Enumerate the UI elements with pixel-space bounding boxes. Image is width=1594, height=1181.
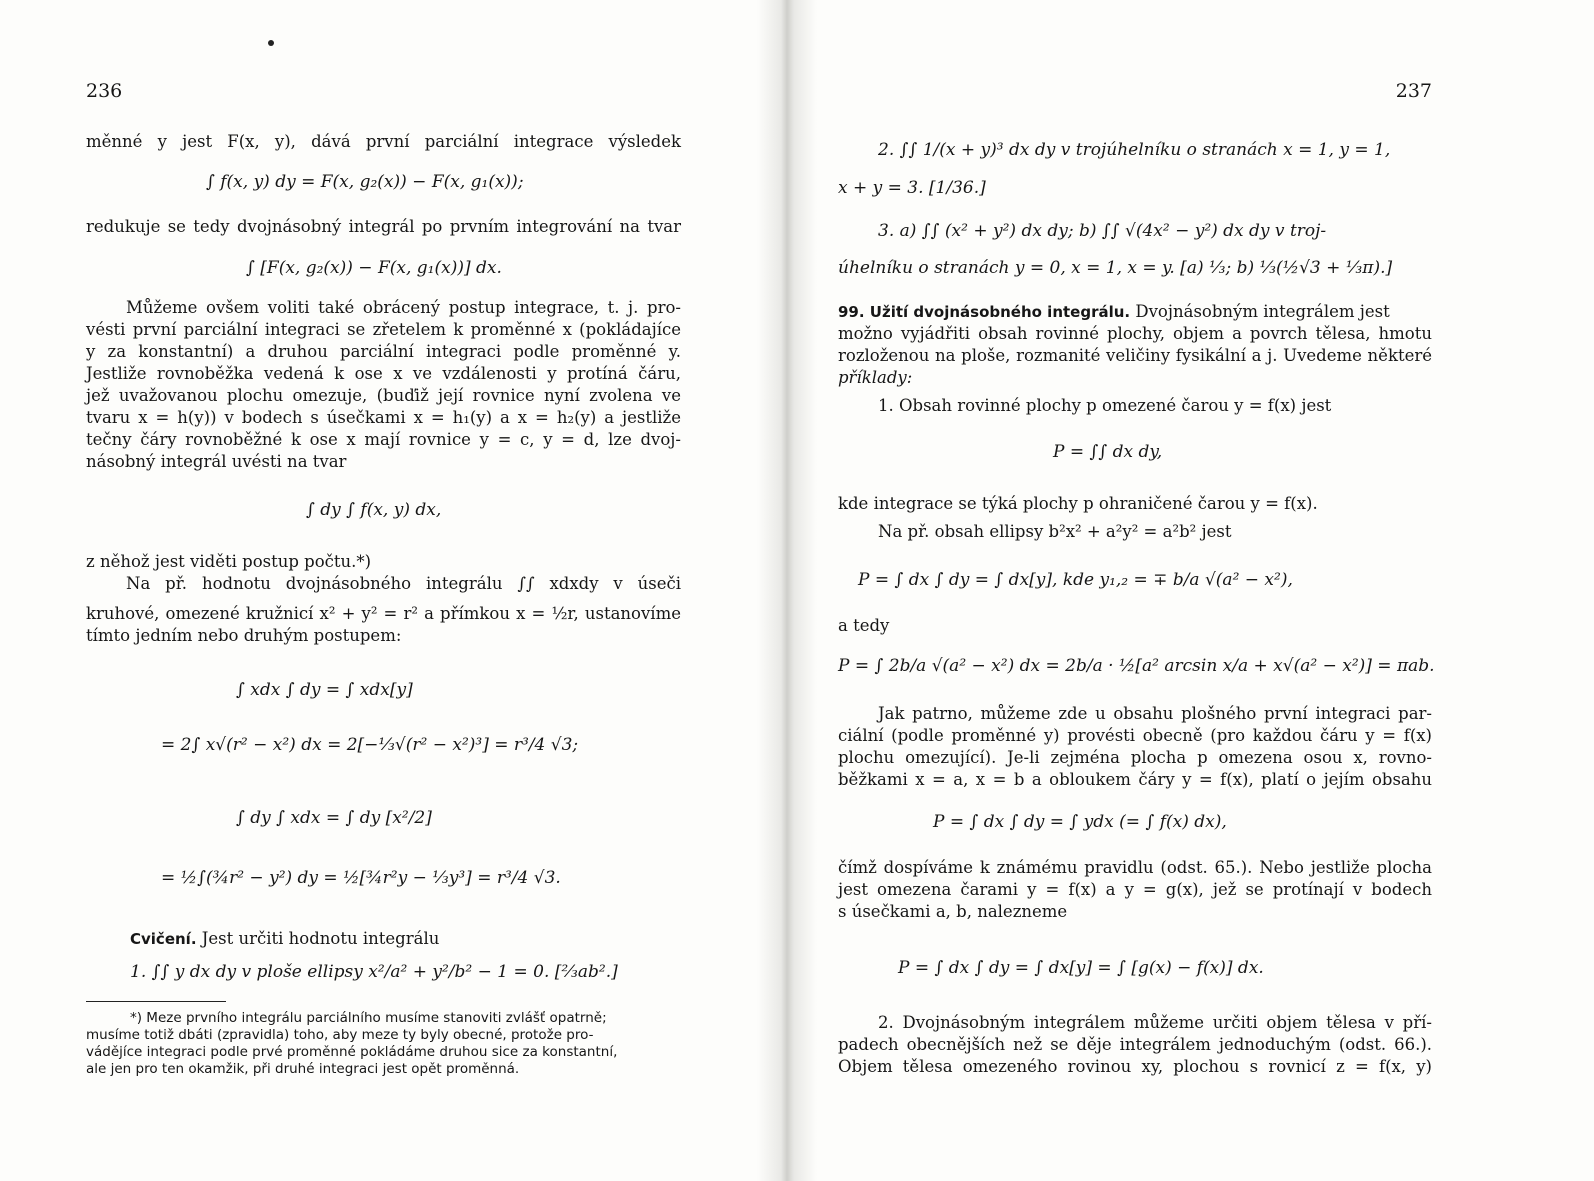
equation: P = ∫ 2b/a √(a² − x²) dx = 2b/a · ½[a² arcsin x/a + x√(a² − x²)] = πab. [838, 656, 1435, 676]
equation: P = ∫ dx ∫ dy = ∫ ydx (= ∫ f(x) dx), [933, 812, 1227, 832]
right-page [838, 0, 1435, 1181]
footnote-line: musíme totiž dbáti (zpravidla) toho, aby meze ty byly obecné, protože pro- [86, 1027, 594, 1043]
page-gutter [757, 0, 817, 1181]
page-number: 236 [86, 80, 123, 102]
text-line: tvaru x = h(y)) v bodech s úsečkami x = h₁(y) a x = h₂(y) a jestliže [86, 408, 681, 427]
text-line: tímto jedním nebo druhým postupem: [86, 626, 402, 645]
text-line: Jak patrno, můžeme zde u obsahu plošného první integraci par- [878, 704, 1432, 723]
text-line: kruhové, omezené kružnicí x² + y² = r² a přímkou x = ½r, ustanovíme [86, 604, 681, 623]
equation: ∫ xdx ∫ dy = ∫ xdx[y] [236, 680, 413, 700]
equation: = 2∫ x√(r² − x²) dx = 2[−⅓√(r² − x²)³] = r³/4 √3; [161, 735, 579, 755]
text-line: Na př. obsah ellipsy b²x² + a²y² = a²b² jest [878, 522, 1232, 541]
text-line: měnné y jest F(x, y), dává první parciální integrace výsledek [86, 132, 681, 151]
text-line: Jestliže rovnoběžka vedená k ose x ve vzdálenosti y protíná čáru, [86, 364, 681, 383]
footnote-line: ale jen pro ten okamžik, při druhé integraci jest opět proměnná. [86, 1061, 520, 1077]
text-line: násobný integrál uvésti na tvar [86, 452, 347, 471]
text-line: čímž dospíváme k známému pravidlu (odst. 65.). Nebo jestliže plocha [838, 858, 1432, 877]
text-line: kde integrace se týká plochy p ohraničené čarou y = f(x). [838, 494, 1318, 513]
equation: ∫ [F(x, g₂(x)) − F(x, g₁(x))] dx. [246, 258, 502, 278]
exercise-2: 2. ∫∫ 1/(x + y)³ dx dy v trojúhelníku o stranách x = 1, y = 1, [878, 140, 1391, 160]
text-line: možno vyjádřiti obsah rovinné plochy, objem a povrch tělesa, hmotu [838, 324, 1432, 343]
text-line: ciální (podle proměnné y) provésti obecně (pro každou čáru y = f(x) [838, 726, 1432, 745]
footnote-line: *) Meze prvního integrálu parciálního musíme stanoviti zvlášť opatrně; [130, 1010, 607, 1026]
text-line: jest omezena čarami y = f(x) a y = g(x), jež se protínají v bodech [838, 880, 1432, 899]
exercise-text: Jest určiti hodnotu integrálu [201, 929, 440, 948]
text-line: tečny čáry rovnoběžné k ose x mají rovnice y = c, y = d, lze dvoj- [86, 430, 681, 449]
text-line: 1. Obsah rovinné plochy p omezené čarou y = f(x) jest [878, 396, 1332, 415]
section-text: Dvojnásobným integrálem jest [1135, 302, 1390, 321]
text-line: y za konstantní) a druhou parciální integraci podle proměnné y. [86, 342, 681, 361]
exercise-3: 3. a) ∫∫ (x² + y²) dx dy; b) ∫∫ √(4x² − y²) dx dy v troj- [878, 221, 1327, 241]
exercise-3-cont: úhelníku o stranách y = 0, x = 1, x = y. [a) ⅓; b) ⅓(½√3 + ⅓π).] [838, 258, 1393, 278]
text-line: s úsečkami a, b, nalezneme [838, 902, 1068, 921]
equation: ∫ dy ∫ xdx = ∫ dy [x²/2] [236, 808, 432, 828]
text-line: příklady: [838, 368, 913, 387]
exercise-heading: Cvičení. [130, 930, 197, 948]
text-line: a tedy [838, 616, 890, 635]
section-heading: 99. Užití dvojnásobného integrálu. [838, 303, 1131, 321]
text-line: běžkami x = a, x = b a obloukem čáry y = f(x), platí o jejím obsahu [838, 770, 1432, 789]
text-line: vésti první parciální integraci se zřetelem k proměnné x (pokládajíce [86, 320, 681, 339]
text-line: jež uvažovanou plochu omezuje, (buďiž její rovnice nyní zvolena ve [86, 386, 681, 405]
footnote-line: vádějíce integraci podle prvé proměnné pokládáme druhou sice za konstantní, [86, 1044, 618, 1060]
equation: ∫ dy ∫ f(x, y) dx, [306, 500, 442, 520]
text-line: plochu omezující). Je-li zejména plocha p omezena osou x, rovno- [838, 748, 1432, 767]
equation: P = ∫ dx ∫ dy = ∫ dx[y] = ∫ [g(x) − f(x)] dx. [898, 958, 1264, 978]
equation: P = ∫∫ dx dy, [1053, 442, 1163, 462]
section-line [838, 301, 1390, 323]
text-line: z něhož jest viděti postup počtu.*) [86, 552, 372, 571]
equation: P = ∫ dx ∫ dy = ∫ dx[y], kde y₁,₂ = ∓ b/a √(a² − x²), [858, 570, 1293, 590]
text-line: 2. Dvojnásobným integrálem můžeme určiti objem tělesa v pří- [878, 1013, 1432, 1032]
equation: = ½∫(¾r² − y²) dy = ½[¾r²y − ⅓y³] = r³/4 √3. [161, 868, 561, 888]
text-line: rozloženou na ploše, rozmanité veličiny fysikální a j. Uvedeme některé [838, 346, 1432, 365]
text-line: Můžeme ovšem voliti také obrácený postup integrace, t. j. pro- [126, 298, 681, 317]
text-line: redukuje se tedy dvojnásobný integrál po prvním integrování na tvar [86, 217, 681, 236]
exercise-2-cont: x + y = 3. [1/36.] [838, 178, 986, 198]
left-page [86, 0, 681, 1181]
text-line: Na př. hodnotu dvojnásobného integrálu ∫∫ xdxdy v úseči [126, 574, 681, 593]
exercise-line [130, 928, 439, 950]
page-number: 237 [1395, 80, 1432, 102]
text-line: padech obecnějších než se děje integrálem jednoduchým (odst. 66.). [838, 1035, 1432, 1054]
exercise-1: 1. ∫∫ y dx dy v ploše ellipsy x²/a² + y²/b² − 1 = 0. [⅔ab².] [130, 962, 618, 982]
text-line: Objem tělesa omezeného rovinou xy, plochou s rovnicí z = f(x, y) [838, 1057, 1432, 1076]
equation: ∫ f(x, y) dy = F(x, g₂(x)) − F(x, g₁(x)); [206, 172, 524, 192]
footnote-rule [86, 1001, 226, 1002]
